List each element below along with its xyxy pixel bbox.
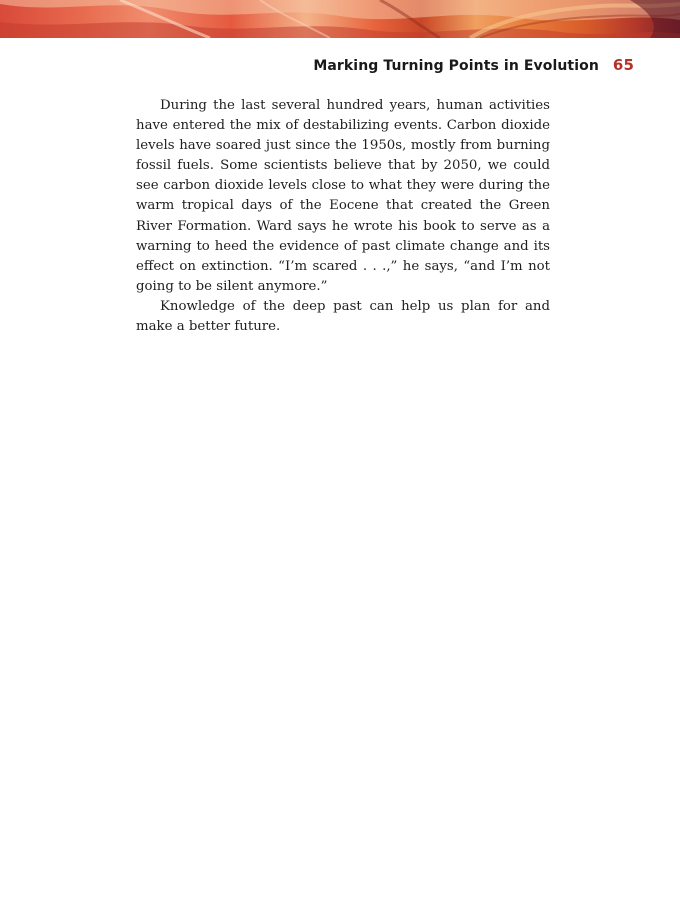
- decorative-rock-banner: [0, 0, 680, 38]
- body-text: [136, 96, 550, 337]
- paragraph: Knowledge of the deep past can help us plan for and make a better future.: [136, 298, 550, 335]
- rock-texture-image: [0, 0, 680, 38]
- page-number: 65: [612, 56, 634, 74]
- running-header: [300, 56, 634, 74]
- running-title: Marking Turning Points in Evolution: [313, 58, 599, 74]
- paragraph: During the last several hundred years, human activities have entered the mix of destabilizing events. Carbon dioxide levels have soared just since the 1950s, mostly from burning fossil fuels. Some scientists believe that by 2050, we could see carbon dioxide levels close to what they were during the warm tropical days of the Eocene that created the Green River Formation. Ward says he wrote his book to serve as a warning to heed the evidence of past climate change and its effect on extinction. “I’m scared . . .,” he says, “and I’m not going to be silent anymore.”: [136, 98, 550, 294]
